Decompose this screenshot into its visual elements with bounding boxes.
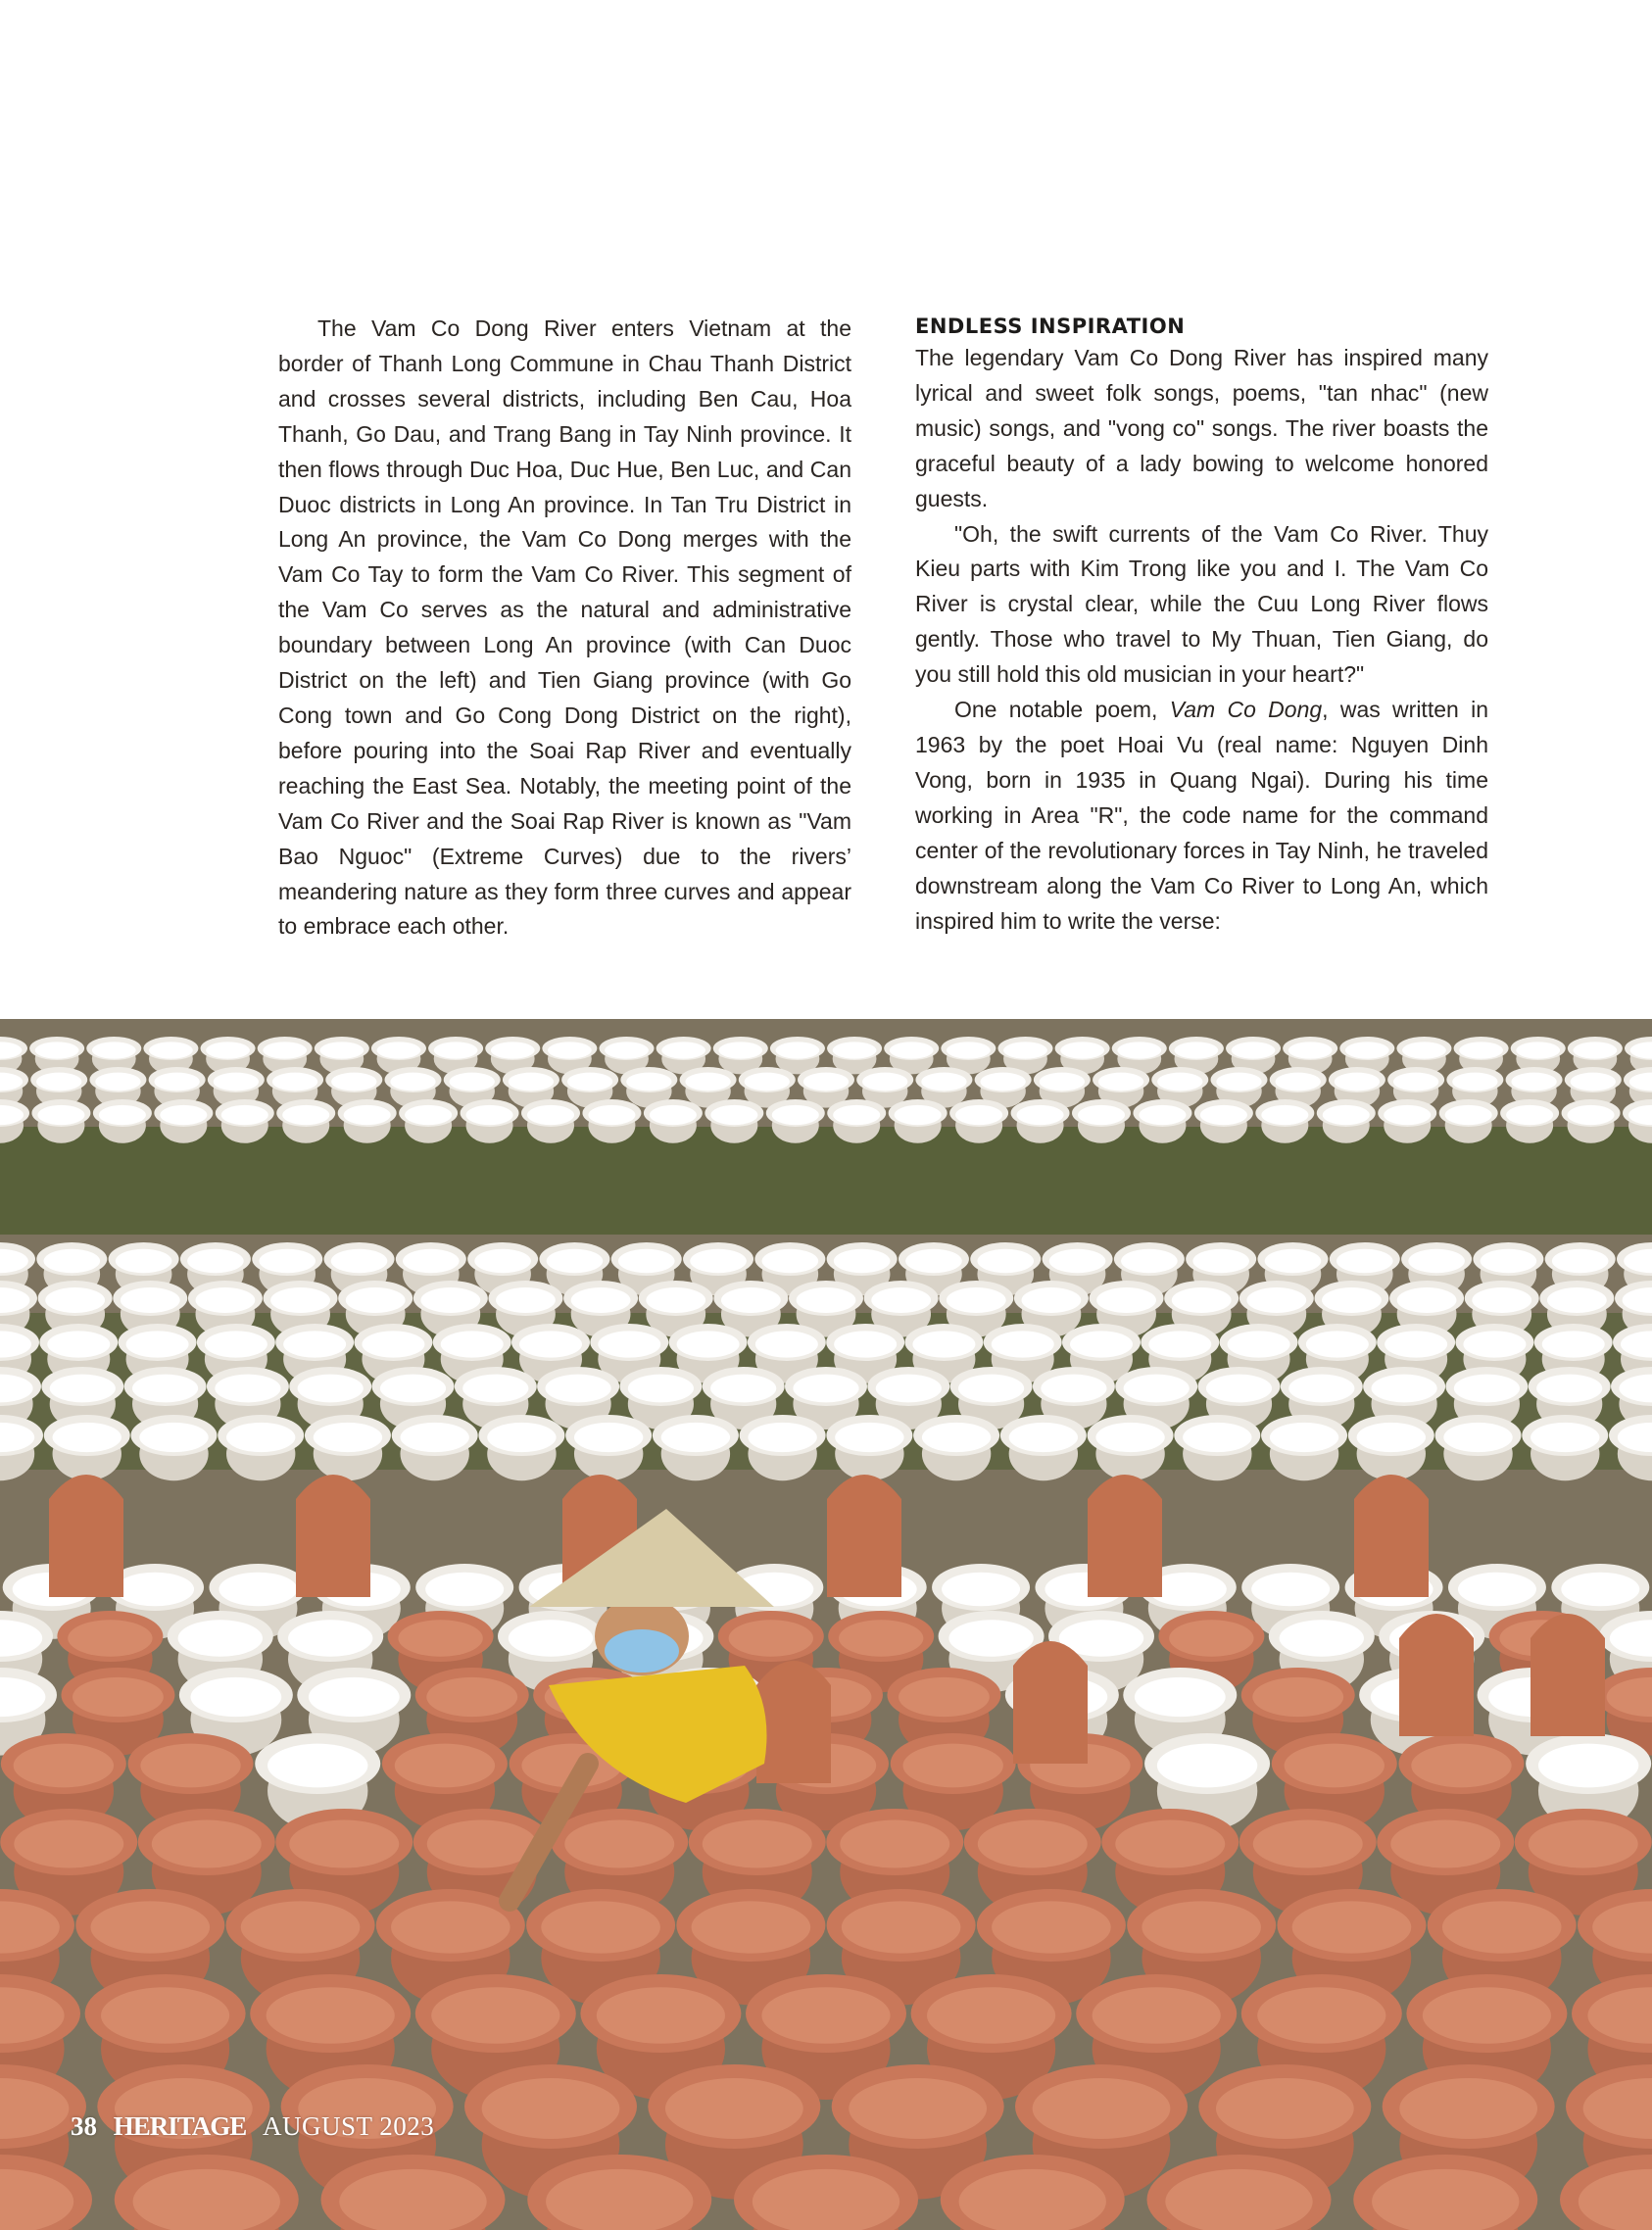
- pot-inside: [1571, 1073, 1616, 1091]
- section-heading: ENDLESS INSPIRATION: [915, 315, 1186, 338]
- pot-inside: [132, 1375, 198, 1403]
- pot-inside: [1538, 1744, 1638, 1788]
- pot-inside: [426, 1677, 517, 1717]
- pot-inside: [1157, 1073, 1202, 1091]
- pot-inside: [319, 1042, 364, 1058]
- stacked-pots: [1399, 1614, 1474, 1736]
- left-column: [278, 312, 851, 945]
- pot-inside: [803, 1073, 849, 1091]
- pot-inside: [1393, 1073, 1438, 1091]
- pot-inside: [905, 1249, 962, 1273]
- pot-inside: [1040, 1073, 1085, 1091]
- pot-inside: [718, 1042, 762, 1058]
- pot-inside: [895, 1105, 942, 1125]
- pot-inside: [1276, 1073, 1321, 1091]
- pot-inside: [226, 1423, 295, 1452]
- pot-inside: [331, 1249, 388, 1273]
- pot-inside: [37, 1105, 84, 1125]
- pot-inside: [1384, 1105, 1431, 1125]
- pot-inside: [977, 1249, 1034, 1273]
- pot-inside: [126, 1331, 189, 1357]
- pot-inside: [1183, 1423, 1251, 1452]
- pot-inside: [509, 1620, 593, 1656]
- pot-inside: [755, 1331, 818, 1357]
- pot-inside: [1445, 1105, 1492, 1125]
- pot-inside: [1323, 1105, 1370, 1125]
- pot-inside: [1096, 1287, 1156, 1313]
- pot-inside: [548, 1042, 592, 1058]
- pot-inside: [547, 1249, 604, 1273]
- pot-inside: [690, 1249, 747, 1273]
- pot-inside: [849, 2078, 987, 2139]
- pot-inside: [574, 1423, 643, 1452]
- pot-inside: [1252, 1677, 1343, 1717]
- pot-inside: [1573, 1042, 1617, 1058]
- pot-inside: [1253, 1820, 1363, 1868]
- pot-inside: [99, 1105, 146, 1125]
- stacked-pots: [1354, 1475, 1429, 1597]
- pot-inside: [309, 1677, 400, 1717]
- pot-inside: [331, 1073, 376, 1091]
- pot-inside: [380, 1375, 446, 1403]
- pot-inside: [942, 1573, 1020, 1607]
- pot-inside: [272, 1073, 317, 1091]
- pot-inside: [1443, 1423, 1512, 1452]
- pot-inside: [1561, 1573, 1639, 1607]
- pot-inside: [761, 1987, 890, 2044]
- pot-inside: [1511, 1073, 1556, 1091]
- pot-inside: [1459, 1042, 1503, 1058]
- pot-inside: [1095, 1423, 1164, 1452]
- stacked-pots: [1531, 1614, 1605, 1736]
- pot-inside: [797, 1287, 856, 1313]
- pot-inside: [1009, 1423, 1078, 1452]
- pot-inside: [1200, 1105, 1247, 1125]
- pot-inside: [1169, 1620, 1253, 1656]
- pot-inside: [834, 1249, 891, 1273]
- pot-inside: [840, 1820, 949, 1868]
- pot-inside: [190, 1677, 281, 1717]
- pot-inside: [149, 1042, 193, 1058]
- pot-inside: [890, 1042, 934, 1058]
- pot-inside: [36, 1073, 81, 1091]
- pot-inside: [1017, 1105, 1064, 1125]
- pot-inside: [541, 1901, 660, 1953]
- pot-inside: [1022, 1287, 1082, 1313]
- pot-inside: [139, 1423, 208, 1452]
- pot-inside: [1206, 1375, 1272, 1403]
- pot-inside: [14, 1820, 123, 1868]
- pot-inside: [1261, 1105, 1308, 1125]
- pot-inside: [661, 1042, 705, 1058]
- pot-inside: [288, 1620, 372, 1656]
- pot-inside: [992, 1331, 1054, 1357]
- pot-inside: [420, 1287, 480, 1313]
- pot-inside: [1117, 1042, 1161, 1058]
- pot-inside: [1411, 1744, 1511, 1788]
- pot-inside: [1542, 1331, 1605, 1357]
- pot-inside: [1481, 1249, 1537, 1273]
- pot-inside: [377, 1042, 421, 1058]
- pot-inside: [1399, 2078, 1537, 2139]
- left-paragraph: The Vam Co Dong River enters Vietnam at the border of Thanh Long Commune in Chau Thanh District and crosses several districts, including Ben Cau, Hoa Thanh, Go Dau, and Trang Bang in Tay Ninh province. It then flows through Duc Hoa, Duc Hue, Ben Luc, and Can Duoc districts in Long An province. In Tan Tru District in Long An province, the Vam Co Dong merges with the Vam Co Tay to form the Vam Co River. This segment of the Vam Co serves as the natural and administrative boundary between Long An province (with Can Duoc District on the left) and Tien Giang province (with Go Cong town and Go Cong Dong District on the right), before pouring into the Soai Rap River and eventually reaching the East Sea. Notably, the meeting point of the Vam Co River and the Soai Rap River is known as "Vam Bao Nguoc" (Extreme Curves) due to the rivers’ meandering nature as they form three curves and appear to embrace each other.: [278, 315, 851, 940]
- stacked-pots: [1013, 1641, 1088, 1764]
- pot-inside: [491, 1042, 535, 1058]
- pot-inside: [692, 1901, 811, 1953]
- pot-inside: [564, 1820, 674, 1868]
- pot-inside: [1033, 2078, 1171, 2139]
- pot-inside: [628, 1375, 694, 1403]
- pot-inside: [140, 1744, 240, 1788]
- pot-inside: [1003, 1042, 1047, 1058]
- pot-inside: [45, 1287, 105, 1313]
- pot-inside: [400, 1423, 468, 1452]
- pot-inside: [1288, 1375, 1354, 1403]
- pot-inside: [1390, 1820, 1500, 1868]
- pot-inside: [395, 1744, 495, 1788]
- pot-inside: [1270, 1423, 1338, 1452]
- pot-inside: [527, 1105, 574, 1125]
- pot-inside: [839, 1620, 923, 1656]
- pot-inside: [53, 1423, 121, 1452]
- pot-inside: [116, 1249, 172, 1273]
- pot-inside: [899, 1677, 990, 1717]
- pot-inside: [1408, 1249, 1465, 1273]
- pot-inside: [14, 1744, 114, 1788]
- pot-inside: [214, 1073, 259, 1091]
- stacked-pots: [827, 1475, 901, 1597]
- pot-inside: [921, 1073, 966, 1091]
- pot-inside: [263, 1042, 307, 1058]
- worker-mask: [605, 1629, 679, 1672]
- pot-inside: [496, 1287, 556, 1313]
- pot-inside: [1335, 1073, 1380, 1091]
- magazine-logo: HERITAGE: [113, 2111, 247, 2141]
- pot-inside: [519, 1331, 582, 1357]
- pot-inside: [196, 1287, 256, 1313]
- pot-inside: [834, 1331, 897, 1357]
- pot-inside: [677, 1331, 740, 1357]
- pot-inside: [947, 1287, 1006, 1313]
- pot-inside: [1442, 1901, 1562, 1953]
- pot-inside: [762, 1249, 819, 1273]
- pot-inside: [927, 1987, 1055, 2044]
- pot-inside: [1049, 1249, 1106, 1273]
- pot-inside: [441, 1331, 504, 1357]
- paragraph-text-start: One notable poem,: [954, 697, 1170, 723]
- pot-inside: [626, 1073, 671, 1091]
- pot-inside: [116, 1573, 194, 1607]
- pot-inside: [215, 1375, 280, 1403]
- pot-inside: [187, 1249, 244, 1273]
- pot-inside: [431, 1987, 559, 2044]
- pot-inside: [1265, 1249, 1322, 1273]
- pot-inside: [314, 1423, 382, 1452]
- pot-inside: [1148, 1331, 1211, 1357]
- pot-inside: [390, 1073, 435, 1091]
- pot-inside: [876, 1375, 942, 1403]
- right-column: [915, 312, 1488, 939]
- pot-inside: [835, 1423, 903, 1452]
- pot-inside: [1322, 1287, 1382, 1313]
- pot-inside: [871, 1287, 931, 1313]
- pot-inside: [1142, 1901, 1261, 1953]
- pot-inside: [912, 1331, 975, 1357]
- pot-inside: [47, 1331, 110, 1357]
- pot-inside: [745, 1073, 790, 1091]
- pot-inside: [710, 1105, 757, 1125]
- pot-inside: [1288, 1042, 1333, 1058]
- pot-inside: [710, 1375, 776, 1403]
- pot-inside: [1345, 1042, 1389, 1058]
- pot-inside: [546, 1375, 611, 1403]
- pot-inside: [1506, 1105, 1553, 1125]
- pot-inside: [992, 1901, 1111, 1953]
- pot-inside: [282, 1105, 329, 1125]
- pot-inside: [152, 1820, 262, 1868]
- pot-inside: [221, 1105, 268, 1125]
- pot-inside: [598, 1331, 660, 1357]
- pot-inside: [1423, 1987, 1551, 2044]
- pot-inside: [283, 1331, 346, 1357]
- pot-inside: [571, 1287, 631, 1313]
- pot-inside: [1306, 1331, 1369, 1357]
- pot-inside: [267, 1744, 367, 1788]
- pot-inside: [1257, 1987, 1385, 2044]
- pot-inside: [68, 1620, 152, 1656]
- pot-inside: [1216, 1073, 1261, 1091]
- pot-inside: [482, 2078, 620, 2139]
- pot-inside: [955, 1105, 1002, 1125]
- pot-inside: [219, 1573, 297, 1607]
- pot-inside: [95, 1073, 140, 1091]
- pot-inside: [665, 2078, 803, 2139]
- pot-inside: [721, 1287, 781, 1313]
- pot-inside: [948, 1620, 1033, 1656]
- pot-inside: [902, 1744, 1002, 1788]
- pot-inside: [1458, 1573, 1536, 1607]
- pot-inside: [405, 1105, 452, 1125]
- pot-inside: [346, 1287, 406, 1313]
- pot-inside: [1121, 1249, 1178, 1273]
- pot-inside: [618, 1249, 675, 1273]
- pot-inside: [1516, 1042, 1560, 1058]
- pot-inside: [1124, 1375, 1190, 1403]
- pot-inside: [772, 1105, 819, 1125]
- pot-inside: [1246, 1287, 1306, 1313]
- pot-inside: [1357, 1423, 1426, 1452]
- pot-inside: [947, 1042, 991, 1058]
- pot-inside: [434, 1042, 478, 1058]
- pot-inside: [1060, 1042, 1104, 1058]
- pot-inside: [205, 1331, 267, 1357]
- pot-inside: [1280, 1620, 1364, 1656]
- pot-inside: [241, 1901, 361, 1953]
- pot-inside: [729, 1620, 813, 1656]
- pot-inside: [487, 1423, 556, 1452]
- pot-inside: [403, 1249, 460, 1273]
- stacked-pots: [49, 1475, 123, 1597]
- pot-inside: [178, 1620, 263, 1656]
- paragraph-text-end: , was written in 1963 by the poet Hoai Vu (real name: Nguyen Dinh Vong, born in 1935 in Quang Ngai). During his time working in Area "R", the code name for the command center of the revolutionary forces in Tay Ninh, he traveled downstream along the Vam Co River to Long An, which inspired him to write the verse:: [915, 697, 1488, 934]
- pot-inside: [1041, 1375, 1106, 1403]
- pot-inside: [703, 1820, 812, 1868]
- pot-inside: [90, 1901, 210, 1953]
- pot-inside: [1472, 1287, 1531, 1313]
- pot-inside: [50, 1375, 116, 1403]
- pot-inside: [1172, 1287, 1232, 1313]
- pot-inside: [958, 1375, 1024, 1403]
- pot-inside: [1070, 1331, 1133, 1357]
- pot-inside: [1452, 1073, 1497, 1091]
- pottery-photo: [0, 1019, 1652, 2230]
- pot-inside: [1568, 1105, 1615, 1125]
- pot-inside: [1251, 1573, 1330, 1607]
- pot-inside: [398, 1620, 482, 1656]
- pot-inside: [978, 1820, 1088, 1868]
- pot-inside: [1157, 1744, 1257, 1788]
- pottery-photo-illustration: [0, 1019, 1652, 2230]
- pot-inside: [160, 1105, 207, 1125]
- stacked-pots: [1088, 1475, 1162, 1597]
- pot-inside: [35, 1042, 79, 1058]
- right-paragraph-1: The legendary Vam Co Dong River has inspired many lyrical and sweet folk songs, poems, "tan nhac" (new music) songs, and "vong co" songs. The river boasts the graceful beauty of a lady bowing to welcome honored guests.: [915, 345, 1488, 511]
- pot-inside: [1078, 1105, 1125, 1125]
- pot-inside: [425, 1573, 504, 1607]
- pot-inside: [605, 1042, 649, 1058]
- pot-inside: [776, 1042, 820, 1058]
- pot-inside: [862, 1073, 907, 1091]
- pot-inside: [1529, 1820, 1638, 1868]
- pot-inside: [748, 1423, 816, 1452]
- right-paragraph-3: [915, 693, 1488, 939]
- pot-inside: [206, 1042, 250, 1058]
- pot-inside: [289, 1820, 399, 1868]
- pot-inside: [842, 1901, 961, 1953]
- page-number: 38: [71, 2111, 97, 2141]
- pot-inside: [1098, 1073, 1143, 1091]
- pot-inside: [1531, 1423, 1599, 1452]
- pot-inside: [833, 1042, 877, 1058]
- pot-inside: [1552, 1249, 1609, 1273]
- stacked-pots: [756, 1661, 831, 1783]
- pot-inside: [1216, 2078, 1354, 2139]
- page-footer: [71, 2111, 434, 2142]
- pot-inside: [267, 1987, 395, 2044]
- pot-inside: [466, 1105, 513, 1125]
- stacked-pots: [296, 1475, 370, 1597]
- pot-inside: [1232, 1042, 1276, 1058]
- pot-inside: [462, 1375, 528, 1403]
- pot-inside: [1135, 1677, 1226, 1717]
- pot-inside: [154, 1073, 199, 1091]
- pot-inside: [121, 1287, 180, 1313]
- pot-inside: [1174, 1042, 1218, 1058]
- pot-inside: [1336, 1249, 1393, 1273]
- pot-inside: [362, 1331, 424, 1357]
- pot-inside: [73, 1677, 164, 1717]
- pot-inside: [1093, 1987, 1221, 2044]
- poem-title: Vam Co Dong: [1169, 697, 1323, 723]
- pot-inside: [650, 1105, 697, 1125]
- pot-inside: [1463, 1331, 1526, 1357]
- pot-inside: [1454, 1375, 1520, 1403]
- pot-inside: [509, 1073, 554, 1091]
- pot-inside: [1385, 1331, 1447, 1357]
- pot-inside: [980, 1073, 1025, 1091]
- pot-inside: [92, 1042, 136, 1058]
- pot-inside: [259, 1249, 316, 1273]
- pot-inside: [597, 1987, 725, 2044]
- pot-inside: [450, 1073, 495, 1091]
- pot-inside: [1228, 1331, 1290, 1357]
- pot-inside: [922, 1423, 991, 1452]
- pot-inside: [298, 1375, 364, 1403]
- pot-inside: [101, 1987, 229, 2044]
- pot-inside: [661, 1423, 730, 1452]
- pot-inside: [1402, 1042, 1446, 1058]
- right-paragraph-2: "Oh, the swift currents of the Vam Co River. Thuy Kieu parts with Kim Trong like you and I. The Vam Co River is crystal clear, while the Cuu Long River flows gently. Those who travel to My Thuan, Tien Giang, do you still hold this old musician in your heart?": [915, 520, 1488, 688]
- pot-inside: [1372, 1375, 1437, 1403]
- pot-inside: [646, 1287, 705, 1313]
- pot-inside: [1292, 1901, 1412, 1953]
- pot-inside: [1192, 1249, 1249, 1273]
- pot-inside: [588, 1105, 635, 1125]
- pot-inside: [270, 1287, 330, 1313]
- pot-inside: [44, 1249, 101, 1273]
- pot-inside: [391, 1901, 510, 1953]
- pot-inside: [1139, 1105, 1186, 1125]
- pot-inside: [1285, 1744, 1385, 1788]
- pot-inside: [344, 1105, 391, 1125]
- pot-inside: [1115, 1820, 1225, 1868]
- pot-inside: [1547, 1287, 1607, 1313]
- pot-inside: [793, 1375, 858, 1403]
- pot-inside: [833, 1105, 880, 1125]
- pot-inside: [1397, 1287, 1457, 1313]
- issue-date: AUGUST 2023: [263, 2111, 435, 2141]
- pot-inside: [474, 1249, 531, 1273]
- pot-inside: [685, 1073, 730, 1091]
- pot-inside: [1536, 1375, 1602, 1403]
- pot-inside: [567, 1073, 612, 1091]
